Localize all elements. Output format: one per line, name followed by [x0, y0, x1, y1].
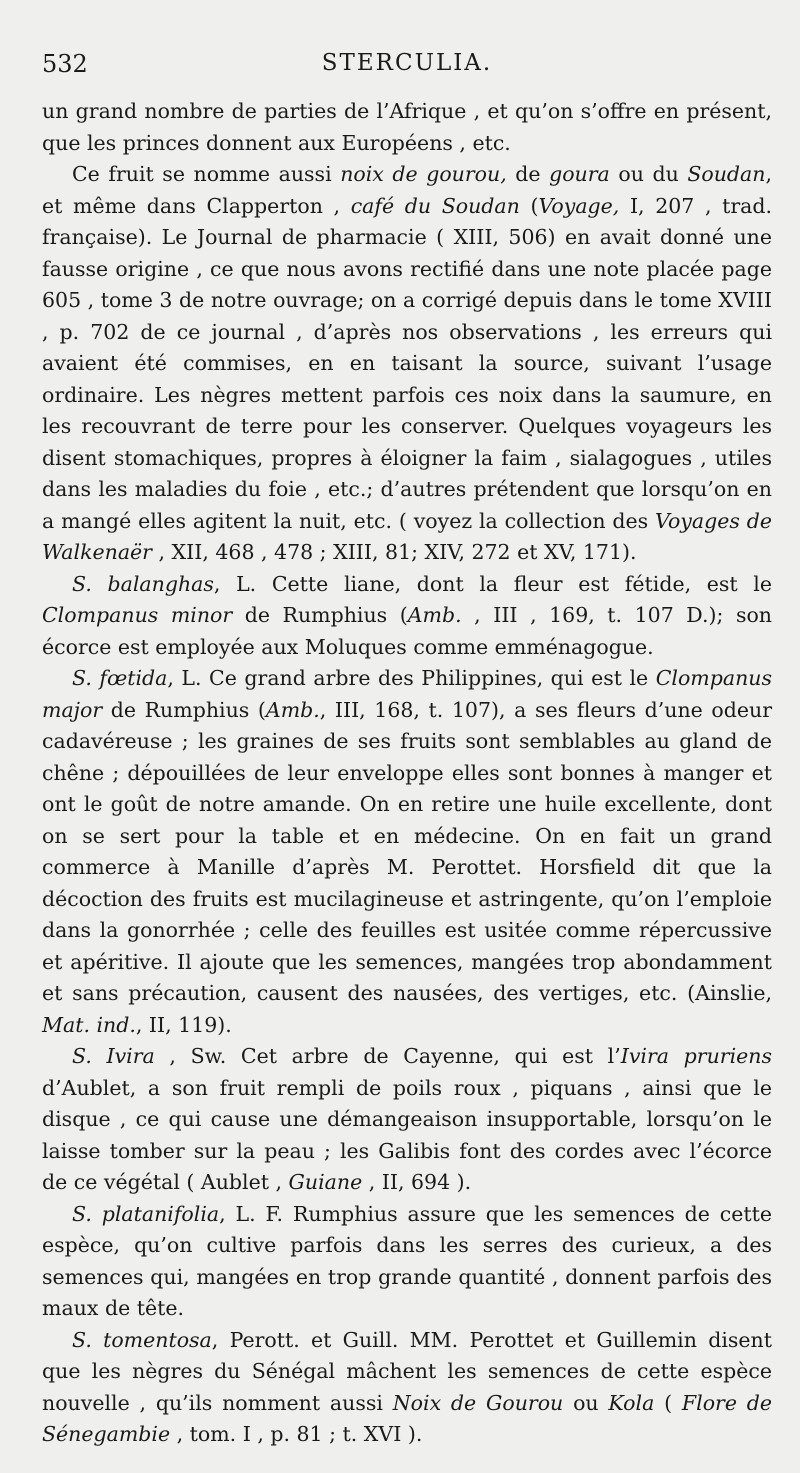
text-run: I, 207 , trad. française). Le Journal de pharmacie ( XIII, 506) en avait donné une fausse origine , ce que nous avons rectifié dans une note placée page 605 , tome 3 de notre ouvrage; on a corrigé depuis dans le tome XVIII , p. 702 de ce journal , d’après nos observations , les erreurs qui avaient été commises, en en taisant la source, suivant l’usage ordinaire. Les nègres mettent parfois ces noix dans la saumure, en les recouvrant de terre pour les conserver. Quelques voyageurs les disent stomachiques, propres à éloigner la faim , sialagogues , utiles dans les maladies du foie , etc.; d’autres prétendent que lorsqu’on en a mangé elles agitent la nuit, etc. ( voyez la collection des — [42, 193, 773, 533]
page-number: 532 — [42, 50, 88, 78]
text-run: , Sw. Cet arbre de Cayenne, qui est l’ — [154, 1044, 621, 1068]
running-head: STERCULIA. — [321, 50, 493, 76]
italic-run: Soudan — [687, 162, 766, 186]
text-run: , II, 694 ). — [362, 1170, 472, 1194]
italic-run: Voyages de Walkenaër — [42, 508, 772, 564]
italic-run: Amb. — [265, 697, 320, 722]
paragraph-platanifolia — [42, 1199, 772, 1325]
text-run: ou — [563, 1390, 609, 1415]
italic-run: café du Soudan — [350, 193, 520, 218]
text-run: d’Aublet, a son fruit rempli de poils roux , piquans , ainsi que le disque , ce qui cause une démangeaison insupportable, lorsqu’on le laisse tomber sur la peau ; les Galibis font des cordes avec l’écorce de ce végétal ( Aublet , — [42, 1075, 772, 1194]
text-run: de — [506, 162, 550, 186]
italic-run: S. fœtida — [72, 666, 168, 690]
italic-run: Amb. — [407, 603, 462, 627]
paragraph-tomentosa — [42, 1325, 772, 1451]
italic-run: Flore de Sénegambie — [42, 1390, 773, 1446]
italic-run: S. platanifolia — [72, 1201, 220, 1226]
text-run: de Rumphius ( — [232, 603, 408, 627]
paragraph-foetida — [42, 663, 772, 1041]
text-run: , L. Ce grand arbre des Philippines, qui est le — [167, 666, 656, 690]
text-run: , XII, 468 , 478 ; XIII, 81; XIV, 272 et XV, 171). — [151, 540, 637, 564]
italic-run: Mat. ind. — [42, 1012, 136, 1037]
page-header — [42, 44, 772, 96]
text-run: ou du — [609, 162, 688, 186]
italic-run: S. tomentosa — [72, 1327, 212, 1352]
paragraph-continuation — [42, 96, 772, 159]
text-run: , L. F. Rumphius assure que les semences de cette espèce, qu’on cultive parfois dans les serres des curieux, a des semences qui, mangées en trop grande quantité , donnent parfois des maux de tête. — [42, 1201, 773, 1320]
text-run: un grand nombre de parties de l’Afrique , et qu’on s’offre en présent, que les princes donnent aux Européens , etc. — [42, 99, 772, 155]
text-run: Ce fruit se nomme aussi — [72, 162, 341, 186]
italic-run: goura — [549, 162, 610, 186]
italic-run: Ivira pruriens — [620, 1044, 772, 1068]
italic-run: Noix de Gourou — [392, 1390, 564, 1415]
italic-run: Clompanus major — [42, 666, 773, 722]
paragraph-ivira — [42, 1041, 772, 1199]
text-run: de Rumphius ( — [102, 697, 266, 722]
text-run: , II, 119). — [135, 1012, 232, 1037]
paragraph-gourou — [42, 159, 772, 569]
paragraph-balanghas — [42, 569, 772, 664]
italic-run: noix de gourou, — [340, 162, 507, 186]
text-run: , L. Cette liane, dont la fleur est fétide, est le — [213, 571, 772, 596]
text-run: ( — [519, 193, 539, 218]
text-run: , III, 168, t. 107), a ses fleurs d’une odeur cadavéreuse ; les graines de ses fruits sont semblables au gland de chêne ; dépouillées de leur enveloppe elles sont bonnes à manger et ont le goût de notre amande. On en retire une huile excellente, dont on se sert pour la table et en médecine. On en fait un grand commerce à Manille d’après M. Perottet. Horsfield dit que la décoction des fruits est mucilagineuse et astringente, qu’on l’emploie dans la gonorrhée ; celle des feuilles est usitée comme répercussive et apéritive. Il ajoute que les semences, mangées trop abondamment et sans précaution, causent des nausées, des vertiges, etc. (Ainslie, — [42, 697, 772, 1005]
text-run: , III , 169, t. 107 D.); son écorce est employée aux Moluques comme emménagogue. — [42, 603, 773, 659]
text-run: , et même dans Clapperton , — [42, 162, 772, 218]
italic-run: S. Ivira — [72, 1044, 155, 1068]
text-run: , tom. I , p. 81 ; t. XVI ). — [170, 1422, 423, 1446]
body-text — [42, 96, 772, 1451]
text-run: , Perott. et Guill. MM. Perottet et Guillemin disent que les nègres du Sénégal mâchent les semences de cette espèce nouvelle , qu’ils nomment aussi — [42, 1327, 772, 1415]
text-run: ( — [654, 1390, 682, 1415]
italic-run: Kola — [608, 1390, 655, 1415]
italic-run: S. balanghas — [72, 571, 214, 596]
italic-run: Voyage, — [538, 193, 620, 218]
italic-run: Guiane — [288, 1170, 363, 1194]
italic-run: Clompanus minor — [42, 603, 233, 627]
